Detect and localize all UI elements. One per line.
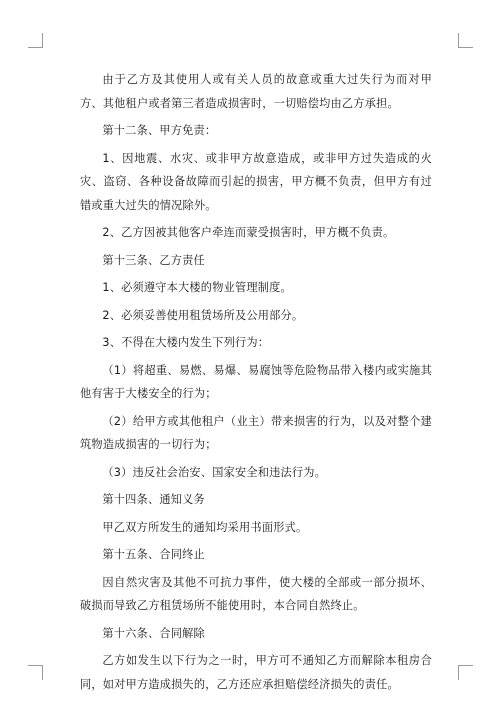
paragraph-article-16: 乙方如发生以下行为之一时，甲方可不通知乙方而解除本租房合同，如对甲方造成损失的，乙方还应承担赔偿经济损失的责任。 <box>80 654 432 691</box>
paragraph-article-13-subitem-1: （1）将超重、易燃、易爆、易腐蚀等危险物品带入楼内或实施其他有害于大楼安全的行为； <box>80 363 432 400</box>
crop-mark-top-right <box>458 33 473 48</box>
heading-article-13: 第十三条、乙方责任 <box>102 253 205 267</box>
paragraph-article-13-item-3: 3、不得在大楼内发生下列行为： <box>102 336 270 349</box>
paragraph-article-13-subitem-2: （2）给甲方或其他租户（业主）带来损害的行为，以及对整个建筑物造成损害的一切行为； <box>80 414 432 451</box>
paragraph-article-14: 甲乙双方所发生的通知均采用书面形式。 <box>102 520 308 534</box>
crop-mark-bottom-left <box>28 665 43 680</box>
crop-mark-bottom-right <box>458 665 473 680</box>
heading-article-16: 第十六条、合同解除 <box>102 626 205 640</box>
paragraph-article-12-item-2: 2、乙方因被其他客户牵连而蒙受损害时，甲方概不负责。 <box>102 226 395 239</box>
heading-article-14: 第十四条、通知义务 <box>102 493 205 506</box>
paragraph-article-13-item-1: 1、必须遵守本大楼的物业管理制度。 <box>102 281 292 294</box>
crop-mark-top-left <box>28 33 43 48</box>
paragraph-article-12-item-1: 1、因地震、水灾、或非甲方故意造成，或非甲方过失造成的火灾、盗窃、各种设备故障而引起的损害，甲方概不负责，但甲方有过错或重大过失的情况除外。 <box>80 151 432 212</box>
paragraph-article-13-item-2: 2、必须妥善使用租赁场所及公用部分。 <box>102 308 304 322</box>
heading-article-15: 第十五条、合同终止 <box>102 548 205 561</box>
heading-article-12: 第十二条、甲方免责： <box>102 124 217 137</box>
paragraph-article-15: 因自然灾害及其他不可抗力事件，使大楼的全部或一部分损坏、破损而导致乙方租赁场所不能使用时，本合同自然终止。 <box>80 575 432 612</box>
document-body <box>80 68 432 700</box>
paragraph-liability: 由于乙方及其使用人或有关人员的故意或重大过失行为而对甲方、其他租户或者第三者造成损害时，一切赔偿均由乙方承担。 <box>80 73 432 110</box>
paragraph-article-13-subitem-3: （3）违反社会治安、国家安全和违法行为。 <box>102 465 327 479</box>
